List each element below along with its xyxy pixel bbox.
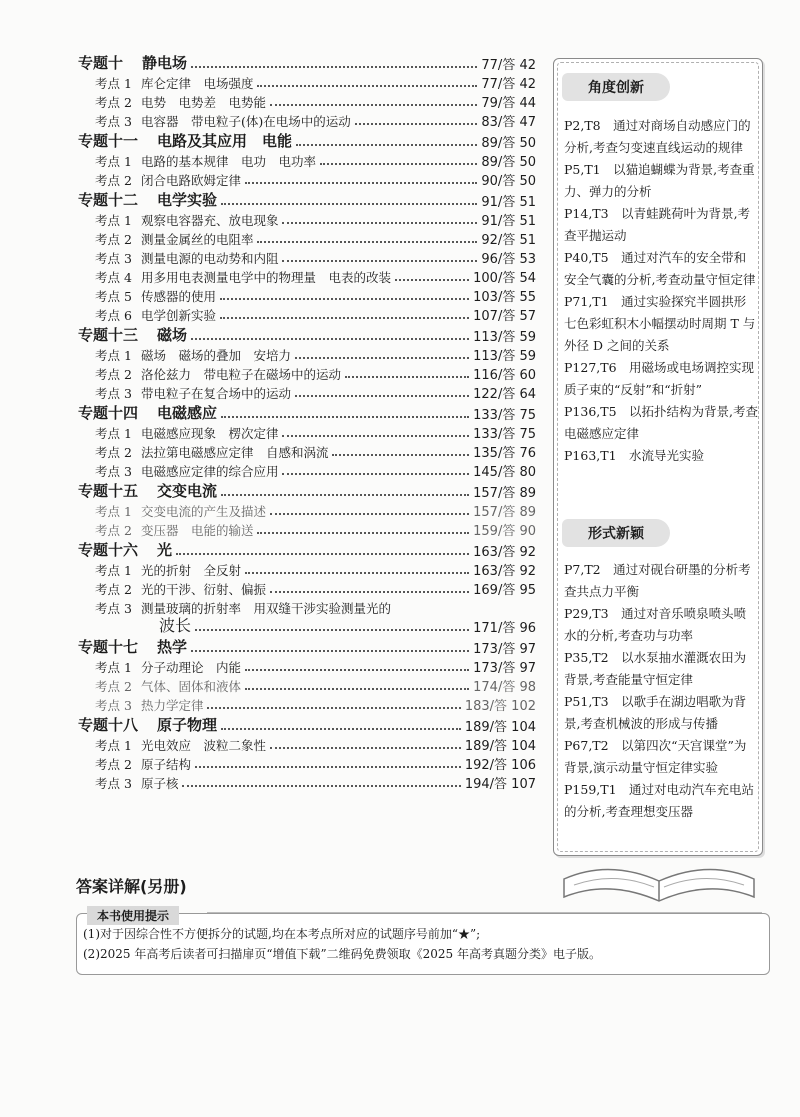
toc-title: 热学: [157, 638, 188, 656]
toc-title: 原子物理: [157, 716, 218, 734]
dot-leader: [295, 356, 469, 359]
toc-title: 电势 电势差 电势能: [140, 95, 266, 110]
toc-label: 专题十五: [78, 482, 139, 500]
dot-leader: [221, 415, 469, 418]
toc-page-ref: 92/答 51: [481, 233, 536, 248]
toc-chapter-row: [78, 480, 536, 501]
highlight-item: P40,T5 通过对汽车的安全带和安全气囊的分析,考查动量守恒定律: [564, 250, 756, 287]
toc-topic-row: [78, 383, 536, 402]
dot-leader: [176, 552, 469, 555]
toc-page-ref: 122/答 64: [473, 387, 536, 402]
usage-tips-box: [76, 909, 770, 975]
toc-page-ref: 91/答 51: [481, 195, 536, 210]
toc-chapter-row: [78, 402, 536, 423]
toc-label: 考点 1: [95, 213, 132, 228]
toc-page-ref: 100/答 54: [473, 271, 536, 286]
toc-chapter-row: [78, 539, 536, 560]
toc-page-ref: 189/答 104: [464, 739, 536, 754]
dot-leader: [282, 434, 469, 437]
toc-title: 测量玻璃的折射率 用双缝干涉实验测量光的: [140, 601, 391, 616]
toc-label: 考点 3: [95, 386, 132, 401]
toc-topic-row: [78, 617, 536, 636]
toc-page-ref: 163/答 92: [473, 545, 536, 560]
toc-page-ref: 77/答 42: [481, 58, 536, 73]
dot-leader: [257, 531, 469, 534]
dot-leader: [270, 103, 477, 106]
dot-leader: [295, 394, 469, 397]
toc-topic-row: [78, 560, 536, 579]
toc-page-ref: 89/答 50: [481, 136, 536, 151]
toc-title: 电路及其应用 电能: [157, 132, 293, 150]
toc-page-ref: 157/答 89: [473, 486, 536, 501]
toc-title: 闭合电路欧姆定律: [140, 173, 241, 188]
toc-page-ref: 189/答 104: [464, 720, 536, 735]
toc-topic-row: [78, 520, 536, 539]
toc-label: 考点 1: [95, 738, 132, 753]
highlight-item: P35,T2 以水泵抽水灌溉农田为背景,考查能量守恒定律: [564, 650, 747, 687]
toc-page-ref: 157/答 89: [473, 505, 536, 520]
toc-label: 考点 1: [95, 76, 132, 91]
dot-leader: [182, 784, 460, 787]
dot-leader: [282, 472, 469, 475]
toc-title: 光电效应 波粒二象性: [140, 738, 266, 753]
dot-leader: [257, 240, 477, 243]
dot-leader: [221, 202, 477, 205]
toc-chapter-row: [78, 189, 536, 210]
toc-title: 传感器的使用: [140, 289, 216, 304]
toc-page-ref: 192/答 106: [464, 758, 536, 773]
toc-title: 用多用电表测量电学中的物理量 电表的改装: [140, 270, 391, 285]
toc-title: 洛伦兹力 带电粒子在磁场中的运动: [140, 367, 341, 382]
toc-title: 电学创新实验: [140, 308, 216, 323]
toc-page-ref: 133/答 75: [473, 427, 536, 442]
dot-leader: [195, 628, 469, 631]
toc-label: 考点 1: [95, 154, 132, 169]
toc-title: 光的折射 全反射: [140, 563, 241, 578]
dot-leader: [270, 746, 461, 749]
sidebar-highlights: [553, 58, 763, 856]
toc-label: 考点 3: [95, 776, 132, 791]
toc-topic-row: [78, 267, 536, 286]
toc-label: 考点 5: [95, 289, 132, 304]
toc-label: 考点 2: [95, 232, 132, 247]
toc-page-ref: 91/答 51: [481, 214, 536, 229]
highlight-item: P136,T5 以拓扑结构为背景,考查电磁感应定律: [564, 404, 759, 441]
toc-topic-row: [78, 151, 536, 170]
toc-topic-row: [78, 305, 536, 324]
highlight-item: P7,T2 通过对砚台研墨的分析考查共点力平衡: [564, 562, 751, 599]
dot-leader: [220, 316, 469, 319]
toc-title: 电路的基本规律 电功 电功率: [140, 154, 316, 169]
highlight-item: P14,T3 以青蛙跳荷叶为背景,考查平抛运动: [564, 206, 751, 243]
toc-title: 库仑定律 电场强度: [140, 76, 254, 91]
novel-form-heading: 形式新颖: [562, 519, 670, 547]
toc-page-ref: 169/答 95: [473, 583, 536, 598]
toc-page-ref: 159/答 90: [473, 524, 536, 539]
toc-title: 法拉第电磁感应定律 自感和涡流: [140, 445, 329, 460]
toc-title: 磁场 磁场的叠加 安培力: [140, 348, 291, 363]
toc-page-ref: 145/答 80: [473, 465, 536, 480]
toc-page-ref: 173/答 97: [473, 661, 536, 676]
dot-leader: [220, 297, 469, 300]
toc-title: 气体、固体和液体: [140, 679, 241, 694]
dot-leader: [332, 453, 469, 456]
toc-label: 考点 3: [95, 114, 132, 129]
toc-topic-row: [78, 364, 536, 383]
toc-label: 专题十七: [78, 638, 139, 656]
toc-chapter-row: [78, 52, 536, 73]
highlight-item: P5,T1 以猫追蝴蝶为背景,考查重力、弹力的分析: [564, 162, 755, 199]
toc-topic-row: [78, 773, 536, 792]
dot-leader: [191, 65, 477, 68]
toc-label: 考点 1: [95, 426, 132, 441]
highlight-item: P51,T3 以歌手在湖边唱歌为背景,考查机械波的形成与传播: [564, 694, 747, 731]
open-book-icon: [554, 849, 764, 909]
tip-line-1: (1)对于因综合性不方便拆分的试题,均在本考点所对应的试题序号前加“★”;: [83, 927, 481, 941]
dot-leader: [245, 668, 469, 671]
toc-title: 电磁感应定律的综合应用: [140, 464, 279, 479]
toc-label: 专题十三: [78, 326, 139, 344]
toc-title: 静电场: [142, 54, 188, 72]
toc-label: 考点 3: [95, 251, 132, 266]
toc-label: 专题十: [78, 54, 124, 72]
highlight-item: P71,T1 通过实验探究半圆拱形七色彩虹积木小幅摆动时周期 T 与外径 D 之间的关系: [564, 294, 756, 353]
toc-page-ref: 174/答 98: [473, 680, 536, 695]
toc-title: 测量金属丝的电阻率: [140, 232, 254, 247]
toc-label: 考点 2: [95, 523, 132, 538]
highlight-item: P163,T1 水流导光实验: [564, 448, 705, 463]
toc-label: 考点 3: [95, 698, 132, 713]
toc-title: 测量电源的电动势和内阻: [140, 251, 279, 266]
toc-topic-row: [78, 695, 536, 714]
toc-topic-row: [78, 442, 536, 461]
table-of-contents: [78, 52, 536, 792]
toc-title: 原子结构: [140, 757, 191, 772]
toc-title: 热力学定律: [140, 698, 204, 713]
toc-chapter-row: [78, 324, 536, 345]
toc-title: 交变电流的产生及描述: [140, 504, 266, 519]
toc-title: 光的干涉、衍射、偏振: [140, 582, 266, 597]
toc-page-ref: 79/答 44: [481, 96, 536, 111]
divider: [207, 912, 762, 913]
toc-page-ref: 183/答 102: [464, 699, 536, 714]
toc-title: 光: [157, 541, 173, 559]
toc-title: 电磁感应: [157, 404, 218, 422]
toc-topic-row: [78, 423, 536, 442]
toc-title: 带电粒子在复合场中的运动: [140, 386, 291, 401]
toc-title: 磁场: [157, 326, 188, 344]
usage-tips-label: 本书使用提示: [87, 906, 179, 925]
toc-label: 考点 1: [95, 660, 132, 675]
dot-leader: [221, 727, 461, 730]
toc-topic-row: [78, 248, 536, 267]
angle-innovation-list: [564, 115, 758, 467]
dot-leader: [245, 181, 477, 184]
dot-leader: [270, 590, 469, 593]
dot-leader: [195, 765, 461, 768]
toc-page-ref: 113/答 59: [473, 349, 536, 364]
toc-label: 考点 3: [95, 464, 132, 479]
dot-leader: [191, 337, 469, 340]
toc-topic-row: [78, 73, 536, 92]
dot-leader: [221, 493, 469, 496]
toc-title: 电学实验: [157, 191, 218, 209]
dot-leader: [257, 84, 477, 87]
toc-page-ref: 107/答 57: [473, 309, 536, 324]
angle-innovation-heading: 角度创新: [562, 73, 670, 101]
highlight-item: P29,T3 通过对音乐喷泉喷头喷水的分析,考查功与功率: [564, 606, 747, 643]
toc-label: 考点 2: [95, 173, 132, 188]
toc-page-ref: 77/答 42: [481, 77, 536, 92]
toc-chapter-row: [78, 130, 536, 151]
toc-label: 专题十一: [78, 132, 139, 150]
toc-title: 电容器 带电粒子(体)在电场中的运动: [140, 114, 351, 129]
toc-page-ref: 83/答 47: [481, 115, 536, 130]
toc-chapter-row: [78, 714, 536, 735]
toc-topic-row: [78, 92, 536, 111]
toc-title: 波长: [159, 616, 192, 635]
toc-label: 考点 3: [95, 601, 132, 616]
toc-label: 考点 2: [95, 95, 132, 110]
toc-topic-row: [78, 598, 536, 617]
dot-leader: [395, 278, 469, 281]
toc-page-ref: 194/答 107: [464, 777, 536, 792]
toc-topic-row: [78, 461, 536, 480]
toc-topic-row: [78, 210, 536, 229]
toc-title: 原子核: [140, 776, 179, 791]
novel-form-list: [564, 559, 758, 823]
toc-label: 考点 2: [95, 367, 132, 382]
dot-leader: [320, 162, 477, 165]
dot-leader: [345, 375, 469, 378]
toc-label: 考点 2: [95, 582, 132, 597]
toc-page-ref: 116/答 60: [473, 368, 536, 383]
dot-leader: [191, 649, 469, 652]
dot-leader: [282, 259, 477, 262]
toc-page-ref: 163/答 92: [473, 564, 536, 579]
toc-label: 考点 2: [95, 679, 132, 694]
toc-page-ref: 90/答 50: [481, 174, 536, 189]
toc-page-ref: 103/答 55: [473, 290, 536, 305]
toc-title: 分子动理论 内能: [140, 660, 241, 675]
toc-label: 考点 2: [95, 445, 132, 460]
toc-topic-row: [78, 735, 536, 754]
toc-label: 专题十二: [78, 191, 139, 209]
toc-page-ref: 173/答 97: [473, 642, 536, 657]
toc-label: 考点 1: [95, 348, 132, 363]
dot-leader: [207, 706, 460, 709]
toc-label: 考点 1: [95, 504, 132, 519]
toc-page-ref: 89/答 50: [481, 155, 536, 170]
dot-leader: [355, 122, 478, 125]
dot-leader: [245, 571, 469, 574]
toc-label: 专题十六: [78, 541, 139, 559]
highlight-item: P159,T1 通过对电动汽车充电站的分析,考查理想变压器: [564, 782, 755, 819]
toc-topic-row: [78, 111, 536, 130]
toc-label: 专题十四: [78, 404, 139, 422]
toc-title: 变压器 电能的输送: [140, 523, 254, 538]
toc-label: 考点 4: [95, 270, 132, 285]
dot-leader: [245, 687, 469, 690]
toc-topic-row: [78, 579, 536, 598]
toc-topic-row: [78, 501, 536, 520]
toc-topic-row: [78, 170, 536, 189]
highlight-item: P67,T2 以第四次“天宫课堂”为背景,演示动量守恒定律实验: [564, 738, 747, 775]
highlight-item: P127,T6 用磁场或电场调控实现质子束的“反射”和“折射”: [564, 360, 755, 397]
dot-leader: [296, 143, 477, 146]
toc-label: 考点 1: [95, 563, 132, 578]
toc-topic-row: [78, 229, 536, 248]
toc-page-ref: 96/答 53: [481, 252, 536, 267]
toc-page-ref: 171/答 96: [473, 621, 536, 636]
toc-topic-row: [78, 345, 536, 364]
toc-topic-row: [78, 657, 536, 676]
dot-leader: [270, 512, 469, 515]
toc-label: 考点 2: [95, 757, 132, 772]
toc-label: 考点 6: [95, 308, 132, 323]
toc-topic-row: [78, 754, 536, 773]
toc-topic-row: [78, 676, 536, 695]
toc-page-ref: 113/答 59: [473, 330, 536, 345]
toc-page-ref: 135/答 76: [473, 446, 536, 461]
toc-chapter-row: [78, 636, 536, 657]
highlight-item: P2,T8 通过对商场自动感应门的分析,考查匀变速直线运动的规律: [564, 118, 751, 155]
answers-heading: 答案详解(另册): [76, 877, 187, 896]
toc-title: 交变电流: [157, 482, 218, 500]
dot-leader: [282, 221, 477, 224]
toc-page-ref: 133/答 75: [473, 408, 536, 423]
toc-topic-row: [78, 286, 536, 305]
toc-label: 专题十八: [78, 716, 139, 734]
tip-line-2: (2)2025 年高考后读者可扫描扉页“增值下载”二维码免费领取《2025 年高考真题分类》电子版。: [83, 947, 601, 961]
toc-title: 电磁感应现象 楞次定律: [140, 426, 279, 441]
toc-title: 观察电容器充、放电现象: [140, 213, 279, 228]
